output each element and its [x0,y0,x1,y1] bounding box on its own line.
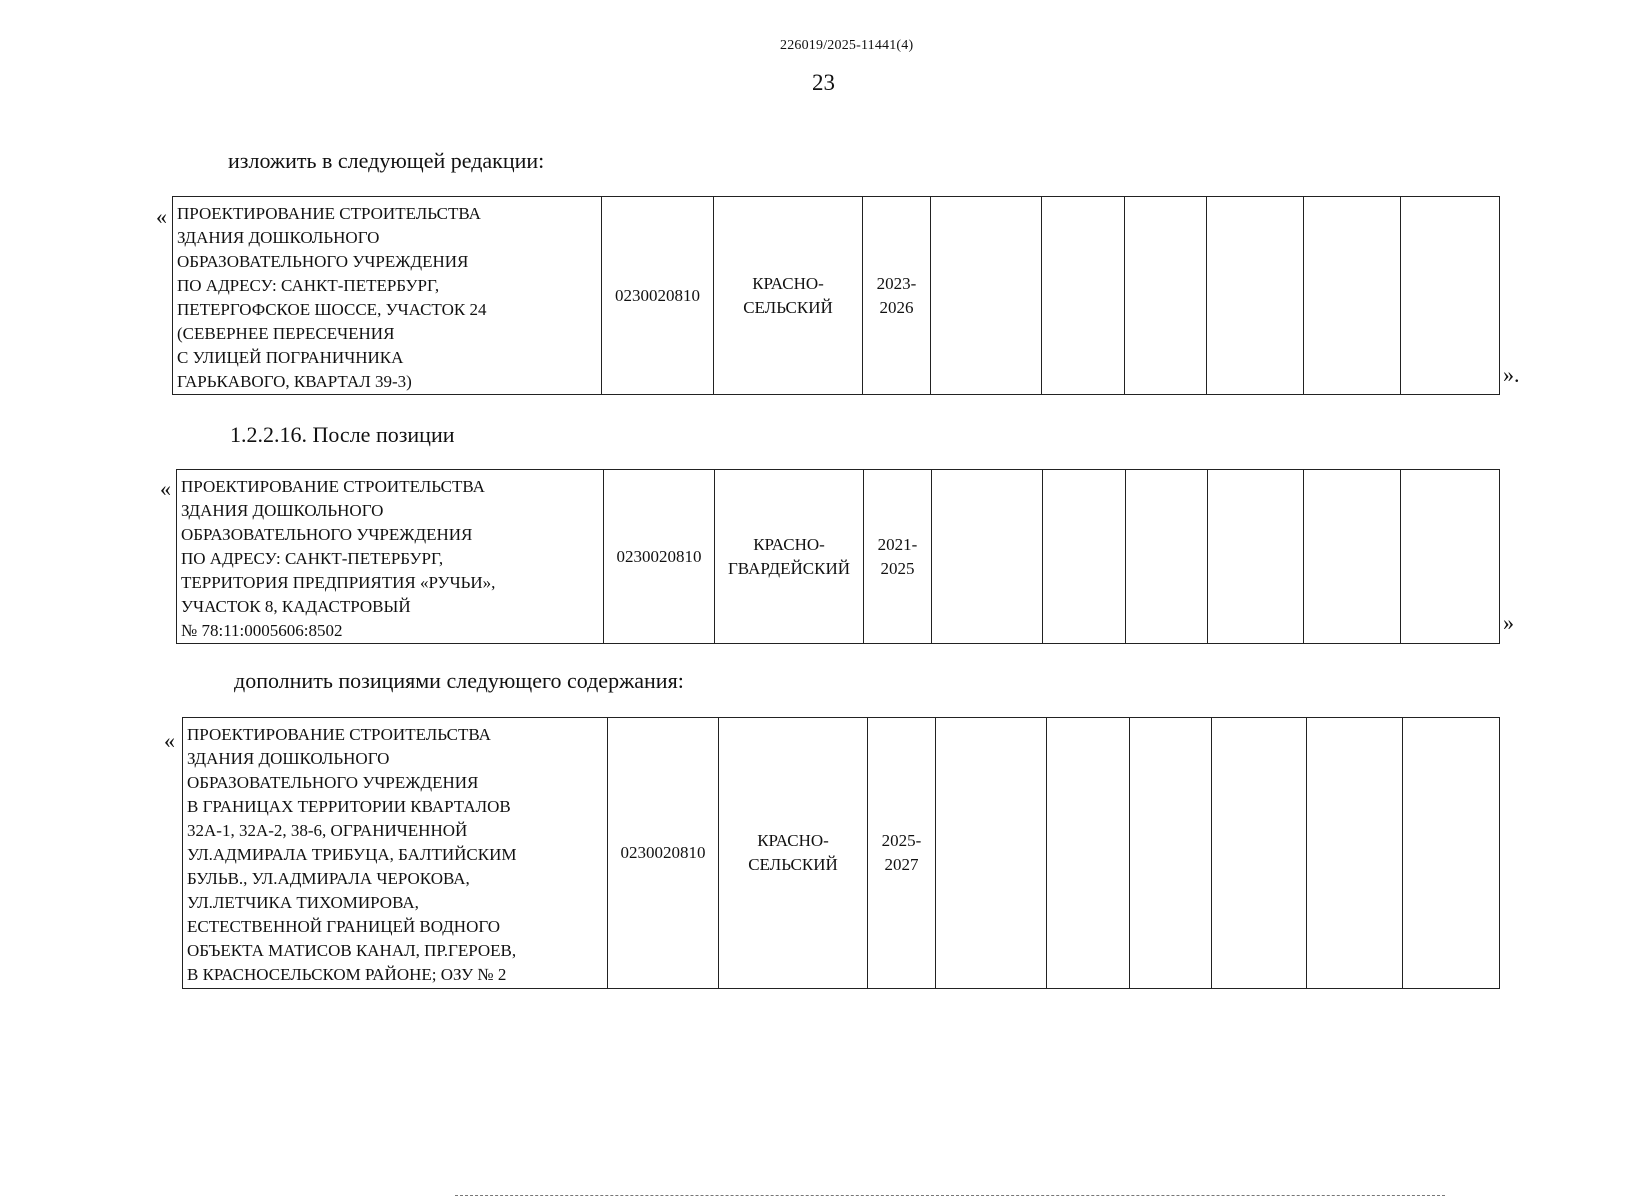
empty-cell [1207,197,1304,395]
name-line: УЛ.ЛЕТЧИКА ТИХОМИРОВА, [187,893,419,912]
district-cell [715,470,864,644]
empty-cell [1401,470,1500,644]
district-line: ГВАРДЕЙСКИЙ [727,558,851,578]
instruction-text-2: дополнить позициями следующего содержания: [234,668,684,693]
section-heading: 1.2.2.16. После позиции [230,422,455,447]
name-line: ПРОЕКТИРОВАНИЕ СТРОИТЕЛЬСТВА [177,204,481,223]
empty-cell [1212,718,1307,989]
district-line: КРАСНО- [753,534,825,554]
empty-cell [932,470,1043,644]
name-line: ЗДАНИЯ ДОШКОЛЬНОГО [181,501,384,520]
instruction-text-1: изложить в следующей редакции: [228,148,545,173]
empty-cell [1403,718,1500,989]
name-line: ЗДАНИЯ ДОШКОЛЬНОГО [177,228,380,247]
name-line: ЗДАНИЯ ДОШКОЛЬНОГО [187,749,390,768]
name-line: ПО АДРЕСУ: САНКТ-ПЕТЕРБУРГ, [177,276,440,295]
name-line: ПО АДРЕСУ: САНКТ-ПЕТЕРБУРГ, [181,549,444,568]
name-line: ПРОЕКТИРОВАНИЕ СТРОИТЕЛЬСТВА [187,725,491,744]
empty-cell [1307,718,1403,989]
name-line: ОБРАЗОВАТЕЛЬНОГО УЧРЕЖДЕНИЯ [181,525,473,544]
name-line: ОБРАЗОВАТЕЛЬНОГО УЧРЕЖДЕНИЯ [177,252,469,271]
close-quote: » [1503,610,1514,635]
name-line: ГАРЬКАВОГО, КВАРТАЛ 39-3) [177,372,412,391]
name-line: С УЛИЦЕЙ ПОГРАНИЧНИКА [177,348,404,367]
close-quote: ». [1503,362,1520,387]
name-line: ОБЪЕКТА МАТИСОВ КАНАЛ, ПР.ГЕРОЕВ, [187,941,517,960]
district-line: КРАСНО- [752,273,824,293]
page-number: 23 [812,70,835,95]
empty-cell [1126,470,1208,644]
district-cell [714,197,863,395]
open-quote: « [164,728,175,753]
empty-cell [1208,470,1304,644]
years-cell [864,470,932,644]
table-row-2 [176,469,1500,644]
empty-cell [1125,197,1207,395]
district-cell [719,718,868,989]
empty-cell [931,197,1042,395]
years-line: 2025- [881,831,922,850]
name-line: УЧАСТОК 8, КАДАСТРОВЫЙ [181,597,411,616]
table-row-1 [172,196,1500,395]
open-quote: « [156,204,167,229]
years-line: 2027 [884,855,919,874]
district-line: СЕЛЬСКИЙ [743,297,833,317]
empty-cell [1042,197,1125,395]
object-name-cell [177,470,604,644]
name-line: ЕСТЕСТВЕННОЙ ГРАНИЦЕЙ ВОДНОГО [187,917,501,936]
code-cell: 0230020810 [608,718,719,989]
object-name-cell [173,197,602,395]
name-line: УЛ.АДМИРАЛА ТРИБУЦА, БАЛТИЙСКИМ [187,845,517,864]
empty-cell [936,718,1047,989]
name-line: ТЕРРИТОРИЯ ПРЕДПРИЯТИЯ «РУЧЬИ», [181,573,496,592]
empty-cell [1304,197,1401,395]
code-cell: 0230020810 [602,197,714,395]
empty-cell [1401,197,1500,395]
name-line: (СЕВЕРНЕЕ ПЕРЕСЕЧЕНИЯ [177,324,395,343]
years-cell [863,197,931,395]
district-line: КРАСНО- [757,831,829,850]
footer-scan-rule [455,1195,1445,1196]
empty-cell [1043,470,1126,644]
name-line: БУЛЬВ., УЛ.АДМИРАЛА ЧЕРОКОВА, [187,869,470,888]
object-name-cell [183,718,608,989]
years-line: 2021- [877,534,918,554]
empty-cell [1130,718,1212,989]
district-line: СЕЛЬСКИЙ [748,855,838,874]
name-line: № 78:11:0005606:8502 [181,621,343,640]
years-line: 2023- [876,273,917,293]
open-quote: « [160,476,171,501]
empty-cell [1304,470,1401,644]
name-line: ОБРАЗОВАТЕЛЬНОГО УЧРЕЖДЕНИЯ [187,773,479,792]
document-id: 226019/2025-11441(4) [780,38,914,53]
name-line: ПРОЕКТИРОВАНИЕ СТРОИТЕЛЬСТВА [181,477,485,496]
code-cell: 0230020810 [604,470,715,644]
name-line: В КРАСНОСЕЛЬСКОМ РАЙОНЕ; ОЗУ № 2 [187,965,507,984]
name-line: В ГРАНИЦАХ ТЕРРИТОРИИ КВАРТАЛОВ [187,797,511,816]
empty-cell [1047,718,1130,989]
years-cell [868,718,936,989]
table-row-3 [182,717,1500,989]
name-line: ПЕТЕРГОФСКОЕ ШОССЕ, УЧАСТОК 24 [177,300,487,319]
years-line: 2025 [880,558,915,578]
name-line: 32А-1, 32А-2, 38-6, ОГРАНИЧЕННОЙ [187,821,468,840]
years-line: 2026 [879,297,914,317]
